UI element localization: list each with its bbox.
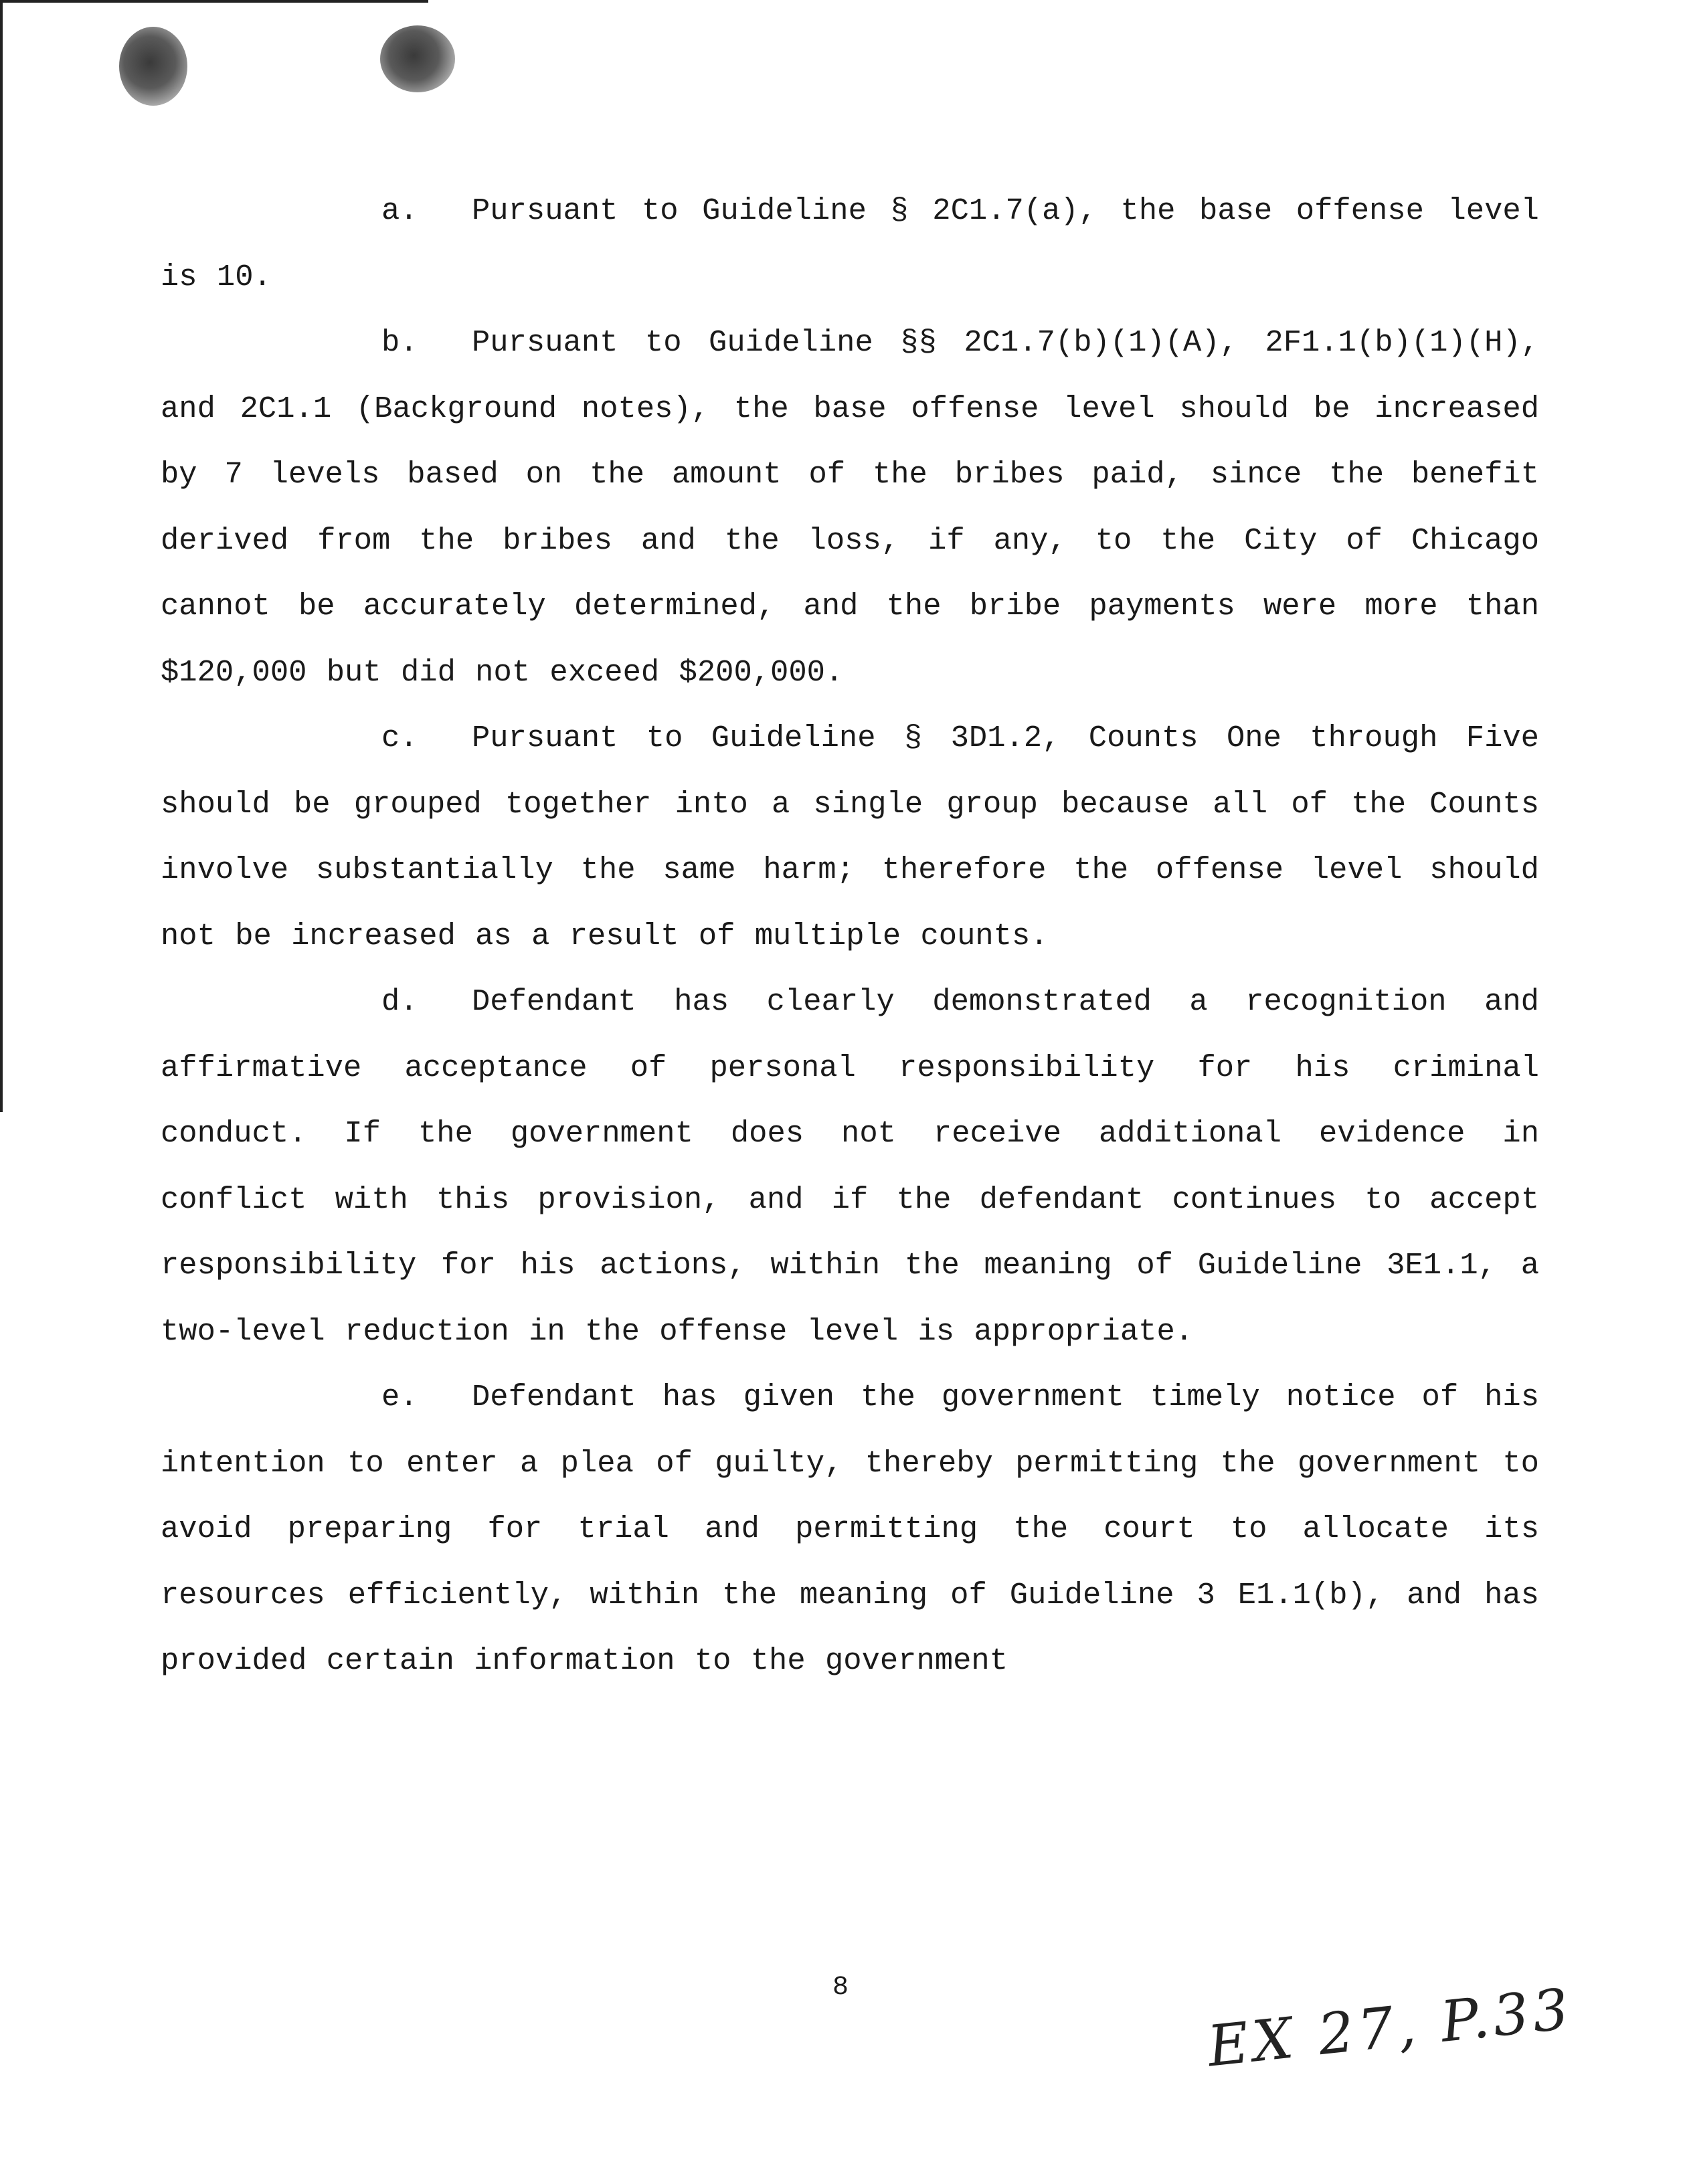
paragraph-marker: a. bbox=[381, 193, 418, 228]
paragraph-e bbox=[161, 1364, 1539, 1694]
page-number: 8 bbox=[832, 1973, 849, 2003]
paragraph-text: Defendant has clearly demonstrated a recognition and affirmative acceptance of personal responsibility for his criminal conduct. If the government does not receive additional evidence in conflict with this provision, and if the defendant continues to accept responsibility for his actions, within the meaning of Guideline 3E1.1, a two-level reduction in the offense level is appropriate. bbox=[161, 984, 1539, 1349]
paragraph-text: Defendant has given the government timely notice of his intention to enter a plea of guilty, thereby permitting the government to avoid preparing for trial and permitting the court to allocate its resources efficiently, within the meaning of Guideline 3 E1.1(b), and has provided certain information to the government bbox=[161, 1380, 1539, 1678]
paragraph-marker: c. bbox=[381, 721, 418, 755]
paragraph-a bbox=[161, 178, 1539, 310]
paragraph-marker: e. bbox=[381, 1380, 418, 1415]
punch-hole-right bbox=[380, 25, 455, 92]
body-text bbox=[161, 178, 1539, 1694]
punch-hole-left bbox=[119, 27, 187, 106]
top-border-line bbox=[0, 0, 428, 3]
paragraph-text: Pursuant to Guideline § 2C1.7(a), the base offense level is 10. bbox=[161, 193, 1539, 294]
paragraph-c bbox=[161, 705, 1539, 969]
paragraph-text: Pursuant to Guideline § 3D1.2, Counts One through Five should be grouped together into a single group because all of the Counts involve substantially the same harm; therefore the offense level should not be increased as a result of multiple counts. bbox=[161, 721, 1539, 953]
paragraph-marker: d. bbox=[381, 984, 418, 1019]
handwritten-exhibit-mark: EX 27, P.33 bbox=[1205, 1975, 1576, 2080]
paragraph-marker: b. bbox=[381, 325, 418, 360]
paragraph-b bbox=[161, 310, 1539, 705]
paragraph-text: Pursuant to Guideline §§ 2C1.7(b)(1)(A), 2F1.1(b)(1)(H), and 2C1.1 (Background notes), the base offense level should be increased by 7 levels based on the amount of the bribes paid, since the benefit derived from the bribes and the loss, if any, to the City of Chicago cannot be accurately determined, and the bribe payments were more than $120,000 but did not exceed $200,000. bbox=[161, 325, 1539, 690]
paragraph-d bbox=[161, 969, 1539, 1364]
left-border-line bbox=[0, 0, 3, 1112]
